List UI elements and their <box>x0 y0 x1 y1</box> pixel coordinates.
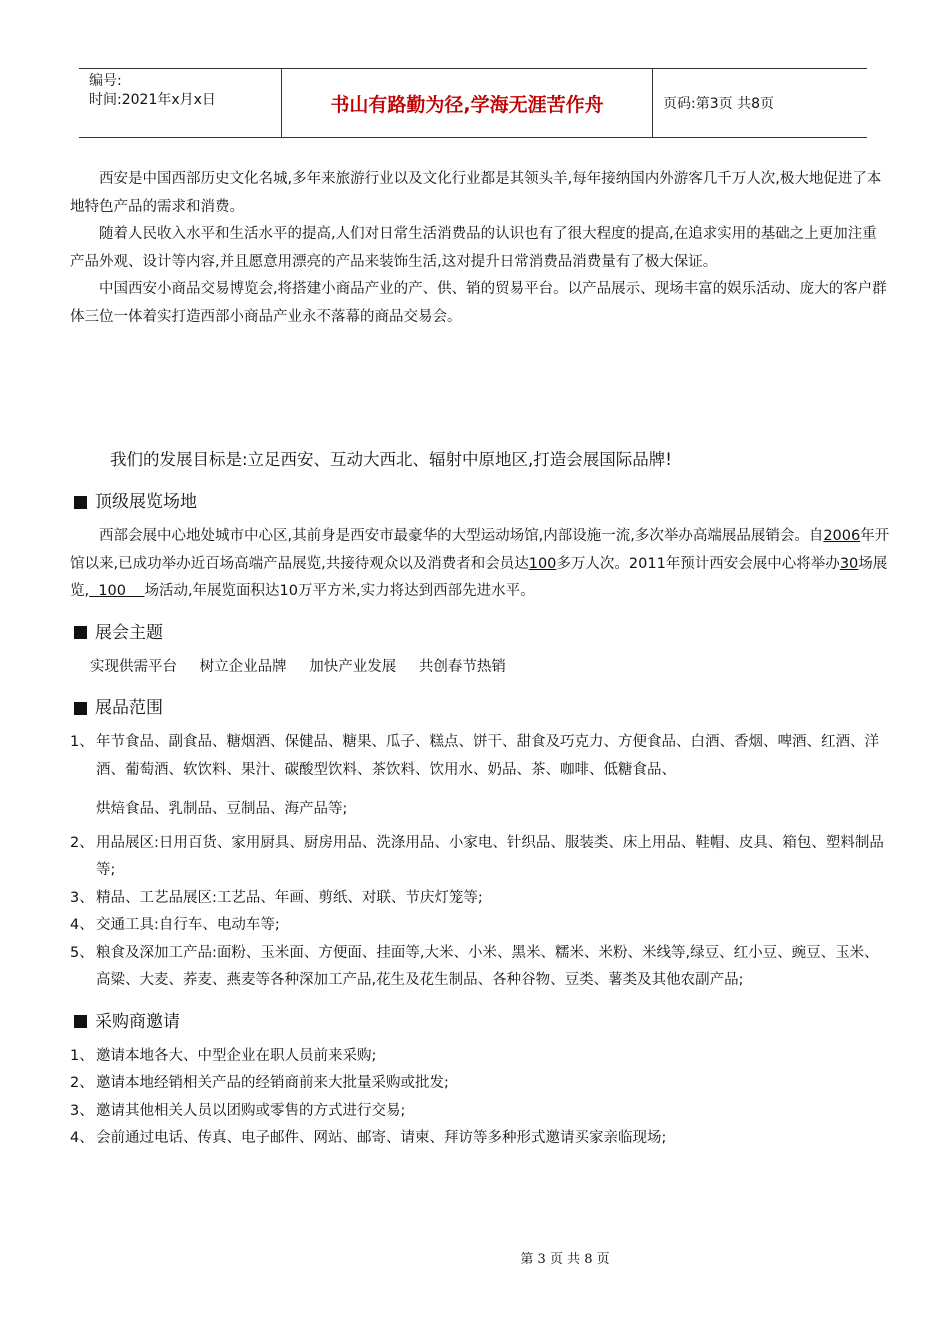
section-scope-title: 展品范围 <box>74 695 890 721</box>
section-buyers-title: 采购商邀请 <box>74 1009 890 1035</box>
code-label: 编号: <box>89 73 122 89</box>
theme-item: 共创春节热销 <box>418 658 506 675</box>
theme-item: 实现供需平台 <box>90 658 177 675</box>
page-footer: 第 3 页 共 8 页 <box>520 1252 610 1267</box>
list-item: 5、 粮食及深加工产品:面粉、玉米面、方便面、挂面等,大米、小米、黑米、糯米、米粉、米线等,绿豆、红小豆、豌豆、玉米、高粱、大麦、荞麦、燕麦等各种深加工产品,花生及花生制品、各种谷物、豆类、薯类及其他农副产品; <box>70 944 879 988</box>
square-bullet-icon <box>74 496 87 509</box>
square-bullet-icon <box>74 1015 87 1028</box>
list-item: 3、 精品、工艺品展区:工艺品、年画、剪纸、对联、节庆灯笼等; <box>70 889 483 906</box>
list-item: 4、 交通工具:自行车、电动车等; <box>70 917 280 933</box>
venue-events: 100 <box>98 583 127 599</box>
intro-paragraph-2: 随着人民收入水平和生活水平的提高,人们对日常生活消费品的认识也有了很大程度的提高,在追求实用的基础之上更加注重产品外观、设计等内容,并且愿意用漂亮的产品来装饰生活,这对提升日常消费品消费量有了极大保证。 <box>70 226 877 270</box>
list-item: 4、 会前通过电话、传真、电子邮件、网站、邮寄、请柬、拜访等多种形式邀请买家亲临现场; <box>70 1130 667 1146</box>
development-goal: 我们的发展目标是:立足西安、互动大西北、辐射中原地区,打造会展国际品牌! <box>110 450 672 469</box>
venue-shows: 30 <box>839 555 859 572</box>
themes-list <box>70 654 890 682</box>
header-page-info: 页码:第3页 共8页 <box>663 96 774 112</box>
square-bullet-icon <box>74 702 87 715</box>
theme-item: 加快产业发展 <box>309 658 397 675</box>
list-item: 1、 年节食品、副食品、糖烟酒、保健品、糖果、瓜子、糕点、饼干、甜食及巧克力、方便食品、白酒、香烟、啤酒、红酒、洋酒、葡萄酒、软饮料、果汁、碳酸型饮料、茶饮料、饮用水、奶品、茶、咖啡、低糖食品、 <box>70 734 879 778</box>
list-item: 3、 邀请其他相关人员以团购或零售的方式进行交易; <box>70 1102 406 1119</box>
list-item: 2、 用品展区:日用百货、家用厨具、厨房用品、洗涤用品、小家电、针织品、服装类、床上用品、鞋帽、皮具、箱包、塑料制品等; <box>70 834 884 878</box>
venue-visitors: 100 <box>528 555 557 572</box>
header-meta <box>79 69 281 137</box>
document-body <box>70 166 890 1153</box>
section-venue-title: 顶级展览场地 <box>74 489 890 515</box>
intro-paragraph-3: 中国西安小商品交易博览会,将搭建小商品产业的产、供、销的贸易平台。以产品展示、现场丰富的娱乐活动、庞大的客户群体三位一体着实打造西部小商品产业永不落幕的商品交易会。 <box>70 281 887 325</box>
theme-item: 树立企业品牌 <box>199 658 287 675</box>
intro-paragraph-1: 西安是中国西部历史文化名城,多年来旅游行业以及文化行业都是其领头羊,每年接纳国内外游客几千万人次,极大地促进了本地特色产品的需求和消费。 <box>70 171 882 215</box>
page-header <box>79 68 867 138</box>
list-item: 烘焙食品、乳制品、豆制品、海产品等; <box>96 801 348 817</box>
section-themes-title: 展会主题 <box>74 620 890 646</box>
list-item: 1、 邀请本地各大、中型企业在职人员前来采购; <box>70 1047 377 1064</box>
venue-paragraph: 西部会展中心地处城市中心区,其前身是西安市最豪华的大型运动场馆,内部设施一流,多次举办高端展品展销会。自2006年开馆以来,已成功举办近百场高端产品展览,共接待观众以及消费者和会员达100多万人次。2011年预计西安会展中心将举办30场展览, 100 场活动,年展览面积达10万平方米,实力将达到西部先进水平。 <box>70 528 890 599</box>
square-bullet-icon <box>74 626 87 639</box>
time-label: 时间:2021年x月x日 <box>89 92 216 108</box>
venue-year: 2006 <box>823 528 861 544</box>
list-item: 2、 邀请本地经销相关产品的经销商前来大批量采购或批发; <box>70 1075 449 1091</box>
header-motto: 书山有路勤为径,学海无涯苦作舟 <box>281 69 653 137</box>
